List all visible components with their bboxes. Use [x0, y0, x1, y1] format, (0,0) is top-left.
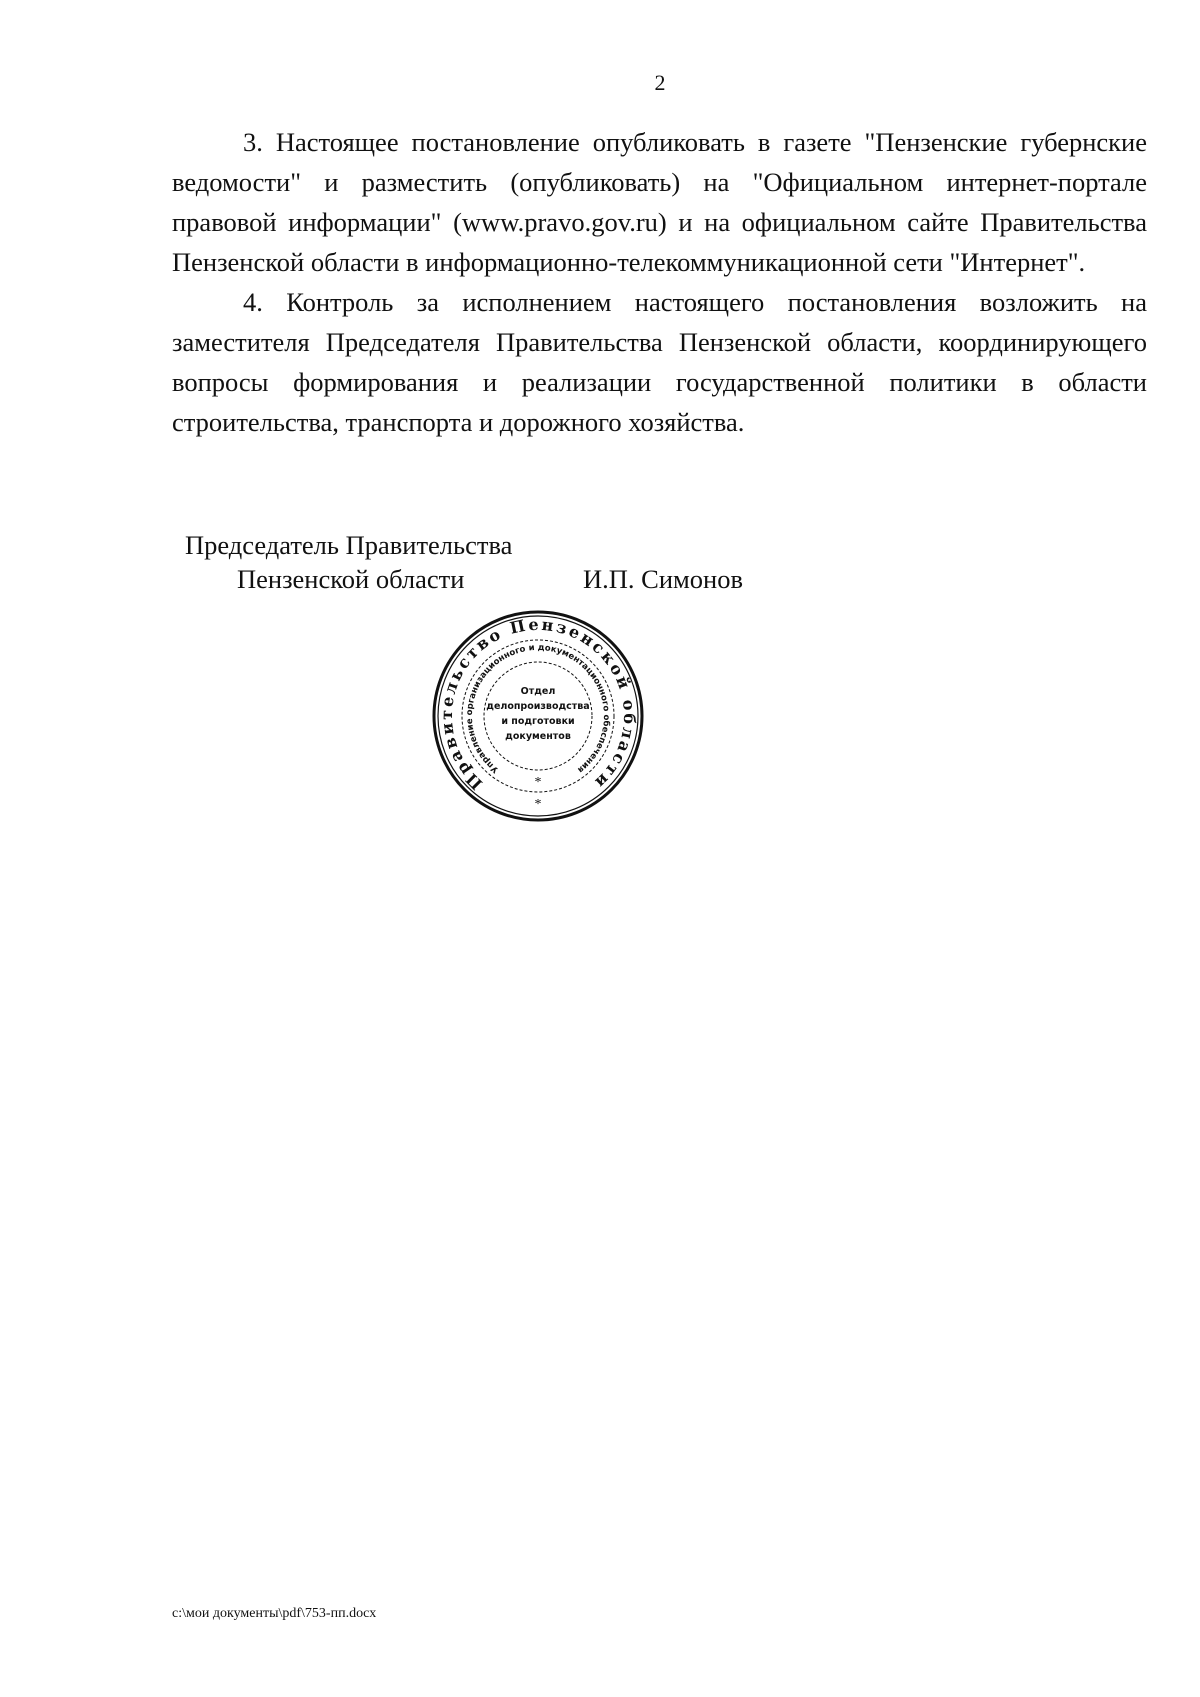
- signatory-name: И.П. Симонов: [583, 564, 743, 594]
- paragraph-3: 3. Настоящее постановление опубликовать в газете "Пензенские губернские ведомости" и разместить (опубликовать) на "Официальном интернет-портале правовой информации" (www.pravo.gov.ru) и на официальном сайте Правительства Пензенской области в информационно-телекоммуникационной сети "Интернет".: [172, 127, 1147, 277]
- official-stamp-seal: [430, 608, 646, 824]
- file-path-footer: c:\мои документы\pdf\753-пп.docx: [172, 1606, 377, 1621]
- stamp-center-line: Отдел: [520, 686, 556, 697]
- stamp-outer-text: Правительство Пензенской области: [436, 614, 640, 794]
- page-number: 2: [654, 70, 666, 95]
- stamp-center-line: и подготовки: [501, 716, 575, 727]
- signature-title-line1: Председатель Правительства: [185, 530, 513, 560]
- stamp-star-icon: *: [534, 797, 542, 812]
- signature-title-line2: Пензенской области: [237, 564, 465, 594]
- paragraph-4: 4. Контроль за исполнением настоящего постановления возложить на заместителя Председателя Правительства Пензенской области, координирующего вопросы формирования и реализации государственной политики в области строительства, транспорта и дорожного хозяйства.: [172, 287, 1147, 437]
- stamp-inner-ring-text: Управление организационного и документационного обеспечения: [464, 642, 612, 775]
- stamp-star-icon: *: [534, 775, 542, 790]
- document-body: [172, 122, 1147, 442]
- stamp-center-line: документов: [505, 731, 571, 742]
- stamp-center-line: делопроизводства: [486, 701, 590, 712]
